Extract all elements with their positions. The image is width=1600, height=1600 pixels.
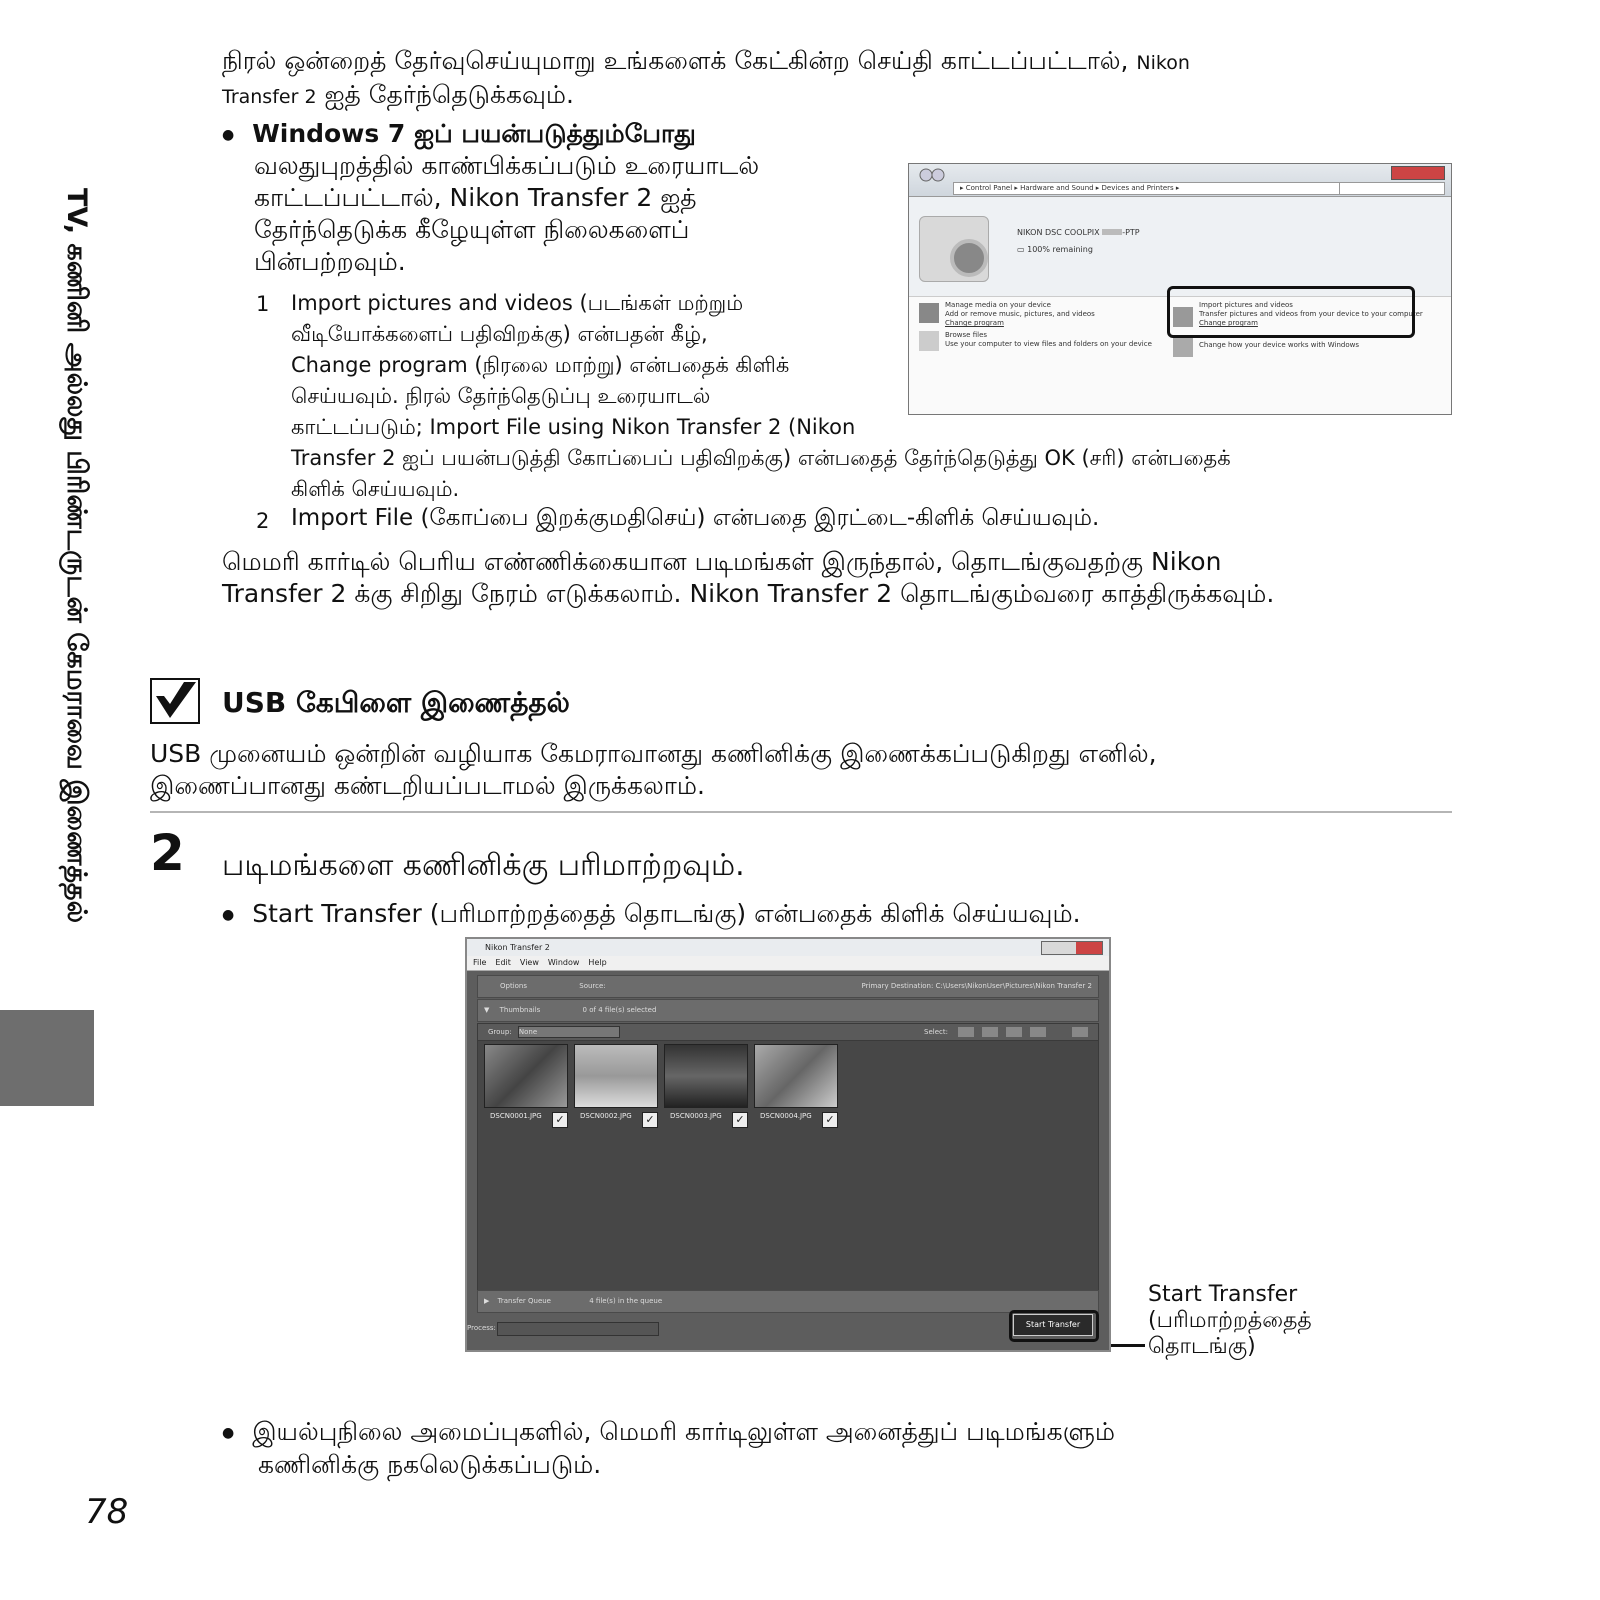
back-forward-icon[interactable]	[919, 168, 945, 194]
thumbnail-grid	[477, 1023, 1099, 1291]
step1-line: வீடியோக்களைப் பதிவிறக்கு) என்பதன் கீழ்,	[291, 322, 708, 346]
checkmark-icon	[150, 678, 200, 728]
win7-heading-row	[222, 118, 696, 151]
task-manage-media[interactable]	[945, 301, 1095, 328]
search-box[interactable]	[1339, 182, 1445, 195]
windows7-dialog-screenshot	[908, 163, 1452, 415]
step1-line: கிளிக் செய்யவும்.	[291, 477, 460, 501]
step-number: 2	[150, 824, 185, 882]
menu-help[interactable]: Help	[588, 958, 607, 967]
step1-line: Transfer 2 ஐப் பயன்படுத்தி கோப்பைப் பதிவிறக்கு) என்பதைத் தேர்ந்தெடுத்து OK (சரி) என்பதைக்	[291, 446, 1231, 470]
usb-note-line: USB முனையம் ஒன்றின் வழியாக கேமராவானது கணினிக்கு இணைக்கப்படுகிறது எனில்,	[150, 739, 1157, 768]
callout-line	[1111, 1344, 1145, 1347]
intro-app-1: Nikon	[1136, 52, 1190, 74]
file-checkbox[interactable]: ✓	[732, 1112, 748, 1128]
callout-line3: தொடங்கு)	[1148, 1334, 1256, 1359]
win7-text-line: பின்பற்றவும்.	[254, 247, 406, 276]
group-value: None	[518, 1028, 538, 1036]
callout-line1: Start Transfer	[1148, 1282, 1298, 1307]
folder-icon	[919, 331, 939, 351]
collapse-icon[interactable]: ▼	[484, 1006, 490, 1014]
thumbnails-label: Thumbnails	[499, 1006, 541, 1014]
file-name: DSCN0001.JPG	[490, 1112, 542, 1120]
file-checkbox[interactable]: ✓	[552, 1112, 568, 1128]
task-desc: Add or remove music, pictures, and videos	[945, 310, 1095, 318]
file-checkbox[interactable]: ✓	[642, 1112, 658, 1128]
settings-icon	[1173, 337, 1193, 357]
highlight-frame	[1167, 286, 1415, 338]
battery-icon: ▭	[1017, 245, 1025, 254]
intro-paragraph	[222, 45, 1462, 113]
page-number: 78	[85, 1492, 129, 1532]
thumbnails-panel-header[interactable]	[477, 999, 1099, 1022]
close-icon[interactable]	[1076, 942, 1102, 954]
menu-bar	[467, 956, 1109, 971]
step1-line: செய்யவும். நிரல் தேர்ந்தெடுப்பு உரையாடல்	[291, 384, 711, 408]
device-info	[1017, 228, 1140, 254]
final-bullet-line: இயல்புநிலை அமைப்புகளில், மெமரி கார்டிலுள்ள அனைத்துப் படிமங்களும்	[252, 1417, 1115, 1446]
menu-window[interactable]: Window	[547, 958, 580, 967]
menu-edit[interactable]: Edit	[495, 958, 511, 967]
change-program-link[interactable]: Change program	[945, 319, 1004, 327]
transfer-queue-label: Transfer Queue	[497, 1297, 551, 1305]
explorer-toolbar	[909, 164, 1451, 197]
group-label: Group:	[488, 1028, 512, 1036]
win7-text-line: காட்டப்பட்டால், Nikon Transfer 2 ஐத்	[254, 183, 697, 212]
callout-line2: (பரிமாற்றத்தைத்	[1148, 1308, 1312, 1333]
win7-text-line: தேர்ந்தெடுக்க கீழேயுள்ள நிலைகளைப்	[254, 215, 690, 244]
win7-heading: Windows 7 ஐப் பயன்படுத்தும்போது	[252, 119, 696, 148]
nikon-transfer-window	[465, 937, 1111, 1352]
address-bar[interactable]: ▸ Control Panel ▸ Hardware and Sound ▸ Devices and Printers ▸	[953, 182, 1341, 195]
device-name: NIKON DSC COOLPIX	[1017, 228, 1100, 237]
start-transfer-bullet	[222, 898, 1081, 931]
final-bullet-line: கணினிக்கு நகலெடுக்கப்படும்.	[258, 1450, 602, 1479]
menu-file[interactable]: File	[473, 958, 487, 967]
intro-text-2: ஐத் தேர்ந்தெடுக்கவும்.	[316, 80, 574, 109]
select-new-icon[interactable]	[982, 1027, 998, 1037]
source-label: Source:	[579, 982, 606, 990]
task-browse-files[interactable]	[945, 331, 1152, 349]
task-change-settings[interactable]	[1199, 341, 1359, 350]
menu-view[interactable]: View	[519, 958, 539, 967]
view-icon[interactable]	[1072, 1027, 1088, 1037]
task-title: Import pictures and videos	[1199, 301, 1293, 309]
task-desc: Use your computer to view files and folders on your device	[945, 340, 1152, 348]
process-label: Process:	[467, 1324, 496, 1332]
file-name: DSCN0003.JPG	[670, 1112, 722, 1120]
options-label: Options	[500, 982, 528, 990]
task-desc: Transfer pictures and videos from your device to your computer	[1199, 310, 1423, 318]
thumbnail-image[interactable]	[754, 1044, 838, 1108]
section-divider	[150, 811, 1452, 813]
bullet-icon: ●	[222, 907, 235, 923]
battery-status: 100% remaining	[1027, 245, 1093, 254]
bullet-icon: ●	[222, 1425, 235, 1441]
thumbnail-toolbar	[478, 1024, 1098, 1041]
group-select[interactable]	[518, 1026, 620, 1038]
usb-note-body	[150, 738, 1460, 802]
step1-line: காட்டப்படும்; Import File using Nikon Transfer 2 (Nikon	[291, 415, 856, 439]
highlight-frame	[1009, 1310, 1099, 1342]
win7-instructions	[254, 150, 894, 278]
expand-icon[interactable]: ▶	[484, 1297, 490, 1305]
start-transfer-instruction: Start Transfer (பரிமாற்றத்தைத் தொடங்கு) என்பதைக் கிளிக் செய்யவும்.	[252, 899, 1081, 928]
file-name: DSCN0004.JPG	[760, 1112, 812, 1120]
thumbnail-image[interactable]	[574, 1044, 658, 1108]
step2-text: Import File (கோப்பை இறக்குமதிசெய்) என்பதை இரட்டை-கிளிக் செய்யவும்.	[291, 505, 1100, 531]
file-checkbox[interactable]: ✓	[822, 1112, 838, 1128]
media-icon	[919, 303, 939, 323]
start-transfer-button[interactable]: Start Transfer	[1013, 1314, 1093, 1336]
selected-count: 0 of 4 file(s) selected	[582, 1006, 657, 1014]
bottom-panel	[467, 1296, 1109, 1350]
select-protected-icon[interactable]	[1006, 1027, 1022, 1037]
progress-bar	[497, 1322, 659, 1336]
start-transfer-callout	[1148, 1282, 1312, 1360]
transfer-queue-header[interactable]	[477, 1290, 1099, 1313]
file-name: DSCN0002.JPG	[580, 1112, 632, 1120]
camera-icon	[919, 216, 989, 282]
queue-count: 4 file(s) in the queue	[589, 1297, 663, 1305]
final-bullet	[222, 1416, 1462, 1481]
deselect-icon[interactable]	[1030, 1027, 1046, 1037]
primary-destination: Primary Destination: C:\Users\NikonUser\Pictures\Nikon Transfer 2	[861, 982, 1092, 990]
intro-text-1: நிரல் ஒன்றைத் தேர்வுசெய்யுமாறு உங்களைக் கேட்கின்ற செய்தி காட்டப்பட்டால்,	[222, 46, 1137, 75]
bullet-icon: ●	[222, 127, 235, 143]
step2-number: 2	[256, 509, 270, 533]
task-title: Browse files	[945, 331, 988, 339]
step1-line: Import pictures and videos (படங்கள் மற்றும்	[291, 291, 744, 315]
thumbnail-image[interactable]	[664, 1044, 748, 1108]
window-title-bar	[467, 939, 1109, 956]
usb-note-heading: USB கேபிளை இணைத்தல்	[222, 686, 570, 719]
memory-note-line: Transfer 2 க்கு சிறிது நேரம் எடுக்கலாம். Nikon Transfer 2 தொடங்கும்வரை காத்திருக்கவும்.	[222, 579, 1275, 608]
win7-text-line: வலதுபுறத்தில் காண்பிக்கப்படும் உரையாடல்	[254, 151, 760, 180]
task-title: Manage media on your device	[945, 301, 1051, 309]
usb-note-line: இணைப்பானது கண்டறியப்படாமல் இருக்கலாம்.	[150, 771, 705, 800]
options-panel-header[interactable]	[477, 975, 1099, 998]
step1-line: Change program (நிரலை மாற்று) என்பதைக் கிளிக்	[291, 353, 790, 377]
select-label: Select:	[924, 1028, 948, 1036]
intro-app-2: Transfer 2	[222, 86, 317, 108]
window-controls[interactable]	[1041, 941, 1103, 955]
select-all-icon[interactable]	[958, 1027, 974, 1037]
chapter-tab-marker	[0, 1010, 94, 1106]
window-title: Nikon Transfer 2	[485, 943, 550, 952]
thumbnail-image[interactable]	[484, 1044, 568, 1108]
task-desc: Change how your device works with Windows	[1199, 341, 1360, 349]
memory-note	[222, 546, 1462, 610]
change-program-link[interactable]: Change program	[1199, 319, 1258, 327]
memory-note-line: மெமரி கார்டில் பெரிய எண்ணிக்கையான படிமங்கள் இருந்தால், தொடங்குவதற்கு Nikon	[222, 547, 1222, 576]
step-title: படிமங்களை கணினிக்கு பரிமாற்றவும்.	[222, 848, 745, 883]
device-suffix: -PTP	[1122, 228, 1140, 237]
step1-number: 1	[256, 292, 270, 316]
window-controls[interactable]	[1391, 166, 1445, 180]
chapter-sidebar-title: TV, கணினி அல்லது பிரிண்டருடன் கேமராவை இணைத்தல்	[61, 188, 92, 924]
